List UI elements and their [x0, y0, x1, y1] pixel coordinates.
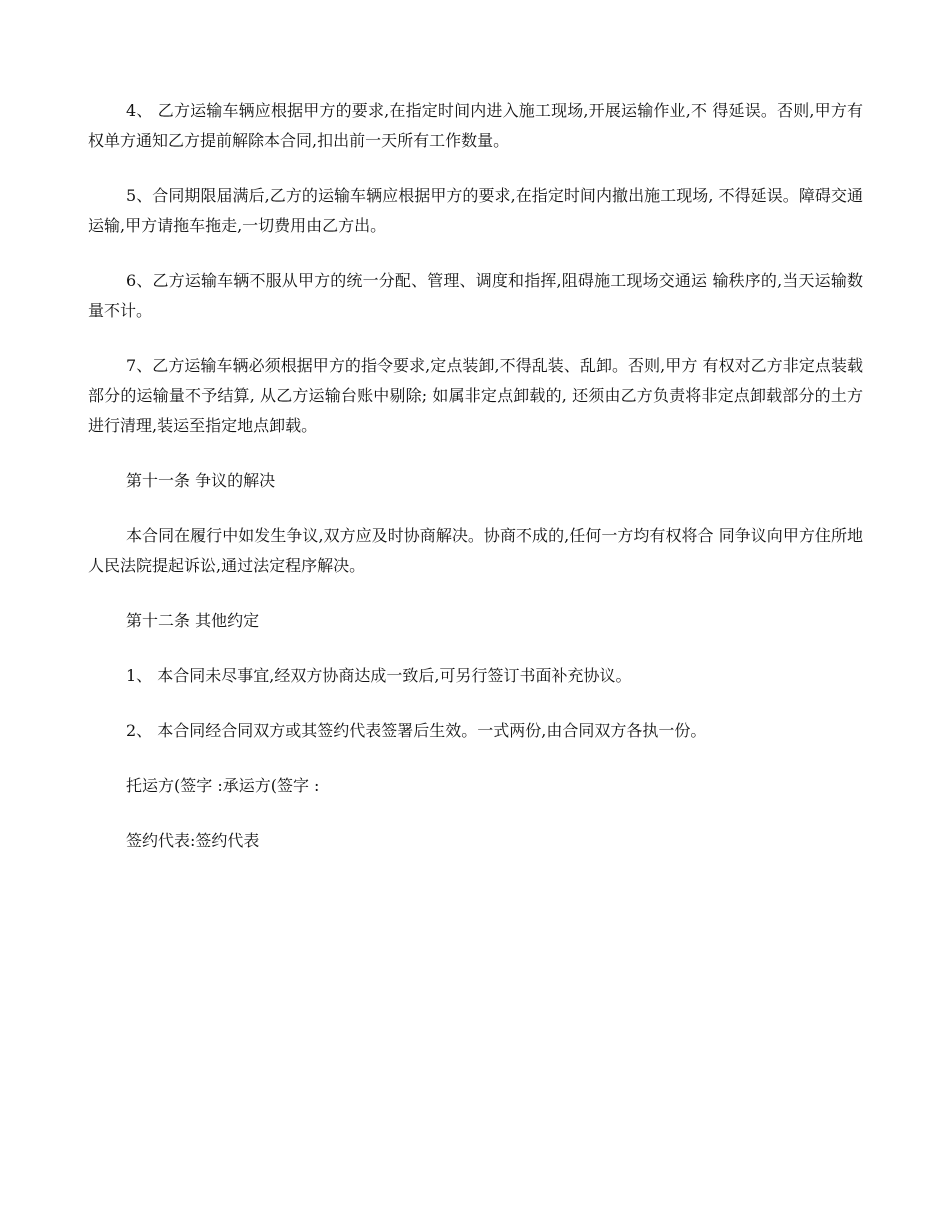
- article-12-item-2: 2、 本合同经合同双方或其签约代表签署后生效。一式两份,由合同双方各执一份。: [126, 721, 707, 740]
- article-12-item-1: 1、 本合同未尽事宜,经双方协商达成一致后,可另行签订书面补充协议。: [126, 666, 632, 685]
- clause-item-4: 4、 乙方运输车辆应根据甲方的要求,在指定时间内进入施工现场,开展运输作业,不 得延误。否则,甲方有权单方通知乙方提前解除本合同,扣出前一天所有工作数量。: [88, 101, 863, 150]
- clause-item-5: 5、合同期限届满后,乙方的运输车辆应根据甲方的要求,在指定时间内撤出施工现场, 不得延误。障碍交通运输,甲方请拖车拖走,一切费用由乙方出。: [88, 186, 863, 235]
- clause-item-7: 7、乙方运输车辆必须根据甲方的指令要求,定点装卸,不得乱装、乱卸。否则,甲方 有权对乙方非定点装载部分的运输量不予结算, 从乙方运输台账中剔除; 如属非定点卸载的, 还须由乙方负责将非定点卸载部分的土方进行清理,装运至指定地点卸载。: [88, 356, 863, 435]
- article-11-body: 本合同在履行中如发生争议,双方应及时协商解决。协商不成的,任何一方均有权将合 同争议向甲方住所地人民法院提起诉讼,通过法定程序解决。: [88, 526, 863, 575]
- document-page: [88, 96, 863, 881]
- signature-line-parties: 托运方(签字 :承运方(签字 :: [126, 776, 320, 795]
- article-11-heading: 第十一条 争议的解决: [126, 471, 276, 490]
- signature-line-representatives: 签约代表:签约代表: [126, 831, 260, 850]
- article-12-heading: 第十二条 其他约定: [126, 611, 260, 630]
- clause-item-6: 6、乙方运输车辆不服从甲方的统一分配、管理、调度和指挥,阻碍施工现场交通运 输秩序的,当天运输数量不计。: [88, 271, 863, 320]
